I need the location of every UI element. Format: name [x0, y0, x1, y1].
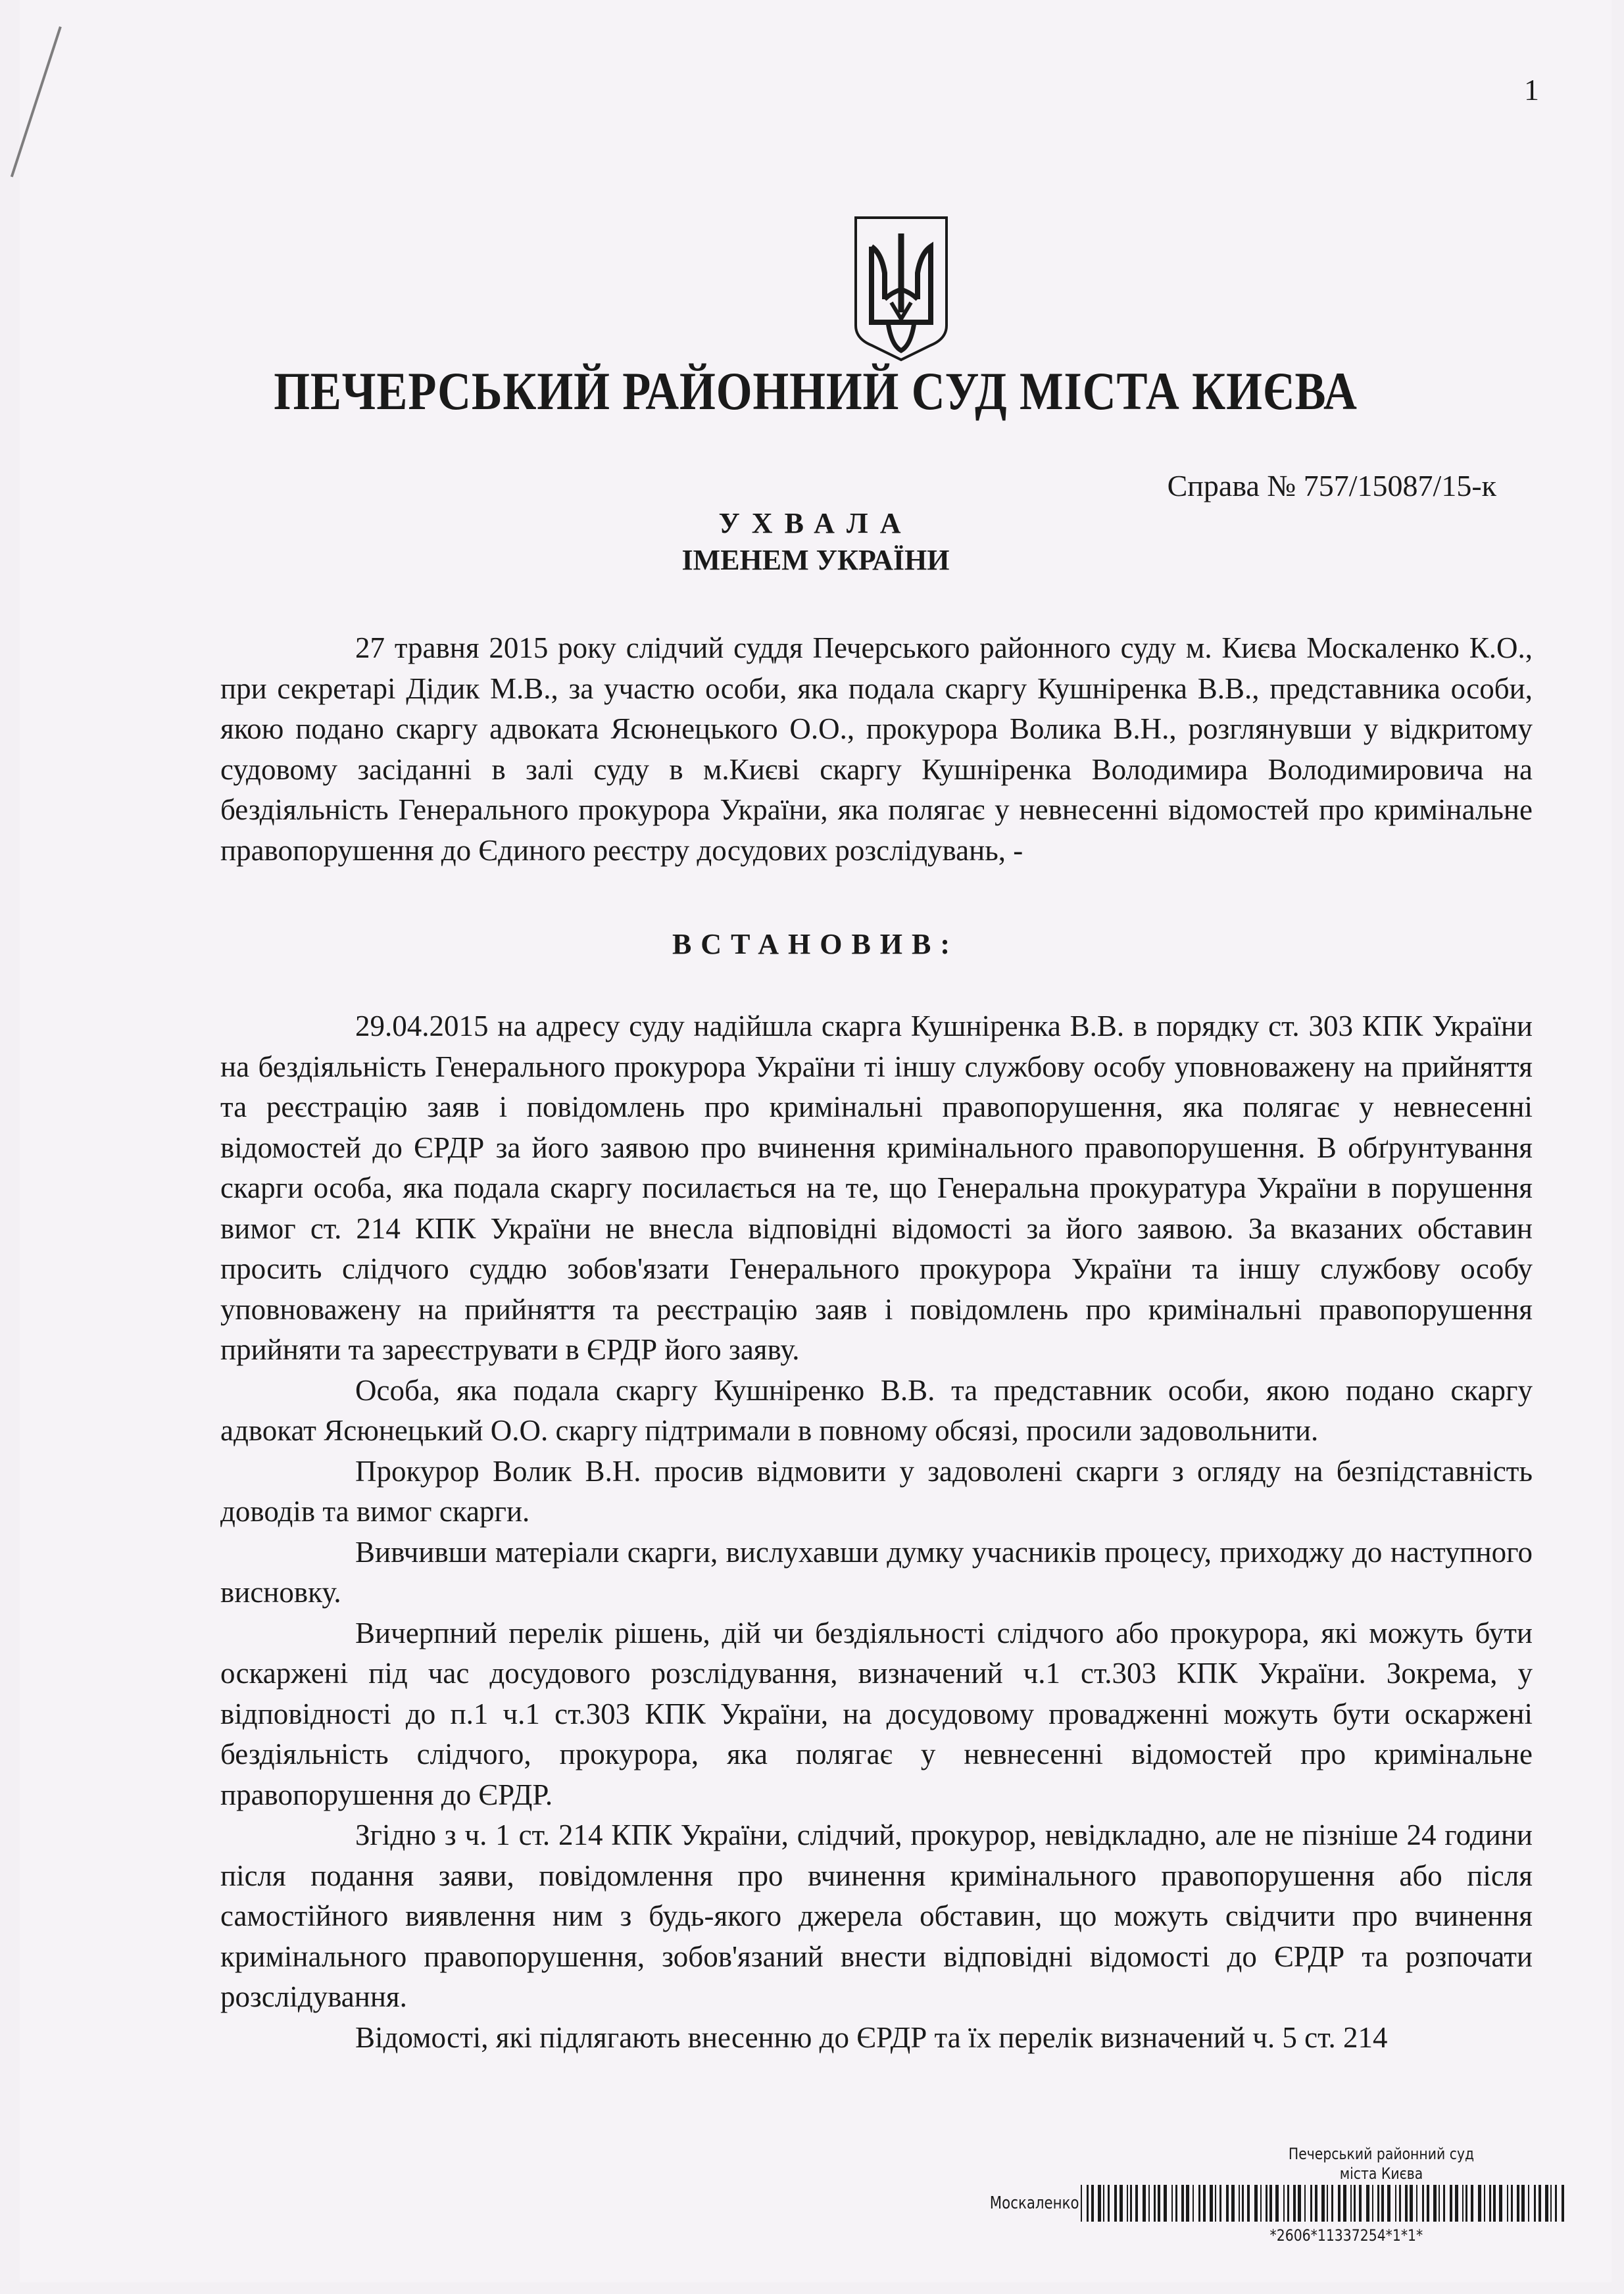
stamp-line-city: міста Києва: [1339, 2164, 1423, 2183]
paragraph: 29.04.2015 на адресу суду надійшла скарга Кушніренка В.В. в порядку ст. 303 КПК України на бездіяльність Генерального прокурора України ті іншу службову особу уповноважену на прийняття та реєстрацію заяв і повідомлень про кримінальні правопорушення, яка полягає у невнесенні відомостей до ЄРДР за його заявою про вчинення кримінального правопорушення. В обґрунтування скарги особа, яка подала скаргу посилається на те, що Генеральна прокуратура України в порушення вимог ст. 214 КПК України не внесла відповідні відомості за його заявою. За вказаних обставин просить слідчого суддю зобов'язати Генерального прокурора України та іншу службову особу уповноважену на прийняття та реєстрацію заяв і повідомлень про кримінальні правопорушення прийняти та зареєструвати в ЄРДР його заяву.: [220, 1010, 1533, 1366]
section-heading: ВСТАНОВИВ:: [672, 928, 960, 960]
barcode-bar: [1489, 2185, 1491, 2222]
barcode-bar: [1143, 2185, 1146, 2222]
document-type: УХВАЛА: [718, 507, 913, 539]
barcode-bar: [1239, 2185, 1240, 2222]
barcode-bar: [1181, 2185, 1184, 2222]
scan-mark: [11, 26, 62, 177]
paragraph: Особа, яка подала скаргу Кушніренко В.В. та представник особи, якою подано скаргу адвокат Ясюнецький О.О. скаргу підтримали в повному обсязі, просили задовольнити.: [220, 1373, 1533, 1447]
barcode-bar: [1439, 2185, 1440, 2222]
barcode-bar: [1193, 2185, 1194, 2222]
barcode-bar: [1478, 2185, 1481, 2222]
barcode-bar: [1555, 2185, 1557, 2222]
barcode-bar: [1269, 2185, 1272, 2222]
barcode-bar: [1399, 2185, 1401, 2222]
barcode-bar: [1372, 2185, 1373, 2222]
barcode-bar: [1511, 2185, 1513, 2222]
barcode-bar: [1158, 2185, 1160, 2222]
barcode-bar: [1562, 2185, 1564, 2222]
barcode-bar: [1087, 2185, 1089, 2222]
barcode-bar: [1499, 2185, 1502, 2222]
barcode-bar: [1465, 2185, 1467, 2222]
paragraph: Прокурор Волик В.Н. просив відмовити у задоволені скарги з огляду на безпідставність доводів та вимог скарги.: [220, 1454, 1533, 1528]
barcode-bar: [1304, 2185, 1306, 2222]
paragraph: 27 травня 2015 року слідчий суддя Печерського районного суду м. Києва Москаленко К.О., при секретарі Дідик М.В., за участю особи, яка подала скаргу Кушніренка В.В., представника особи, якою подано скаргу адвоката Ясюнецького О.О., прокурора Волика В.Н., розглянувши у відкритому судовому засіданні в залі суду в м.Києві скаргу Кушніренка Володимира Володимировича на бездіяльність Генерального прокурора України, яка полягає у невнесенні відомостей про кримінальне правопорушення до Єдиного реєстру досудових розслідувань, -: [220, 631, 1533, 867]
barcode-bar: [1127, 2185, 1128, 2222]
barcode-bar: [1175, 2185, 1177, 2222]
barcode-bar: [1462, 2185, 1464, 2222]
barcode-bar: [1350, 2185, 1352, 2222]
barcode-bar: [1366, 2185, 1369, 2222]
barcode-bar: [1331, 2185, 1333, 2222]
intro-paragraph: [220, 628, 1533, 871]
barcode-bar: [1275, 2185, 1279, 2222]
barcode-bar: [1517, 2185, 1519, 2222]
barcode-bar: [1327, 2185, 1328, 2222]
barcode-bar: [1471, 2185, 1473, 2222]
barcode-bar: [1377, 2185, 1379, 2222]
barcode-bar: [1538, 2185, 1541, 2222]
barcode-bar: [1521, 2185, 1525, 2222]
barcode-bar: [1455, 2185, 1458, 2222]
barcode-bar: [1528, 2185, 1529, 2222]
barcode-bar: [1395, 2185, 1396, 2222]
barcode-bar: [1484, 2185, 1485, 2222]
barcode-bar: [1410, 2185, 1413, 2222]
barcode-bar: [1135, 2185, 1138, 2222]
barcode-bar: [1310, 2185, 1312, 2222]
barcode-bar: [1210, 2185, 1213, 2222]
paragraph: Згідно з ч. 1 ст. 214 КПК України, слідчий, прокурор, невідкладно, але не пізніше 24 години після подання заяви, повідомлення про вчинення кримінального правопорушення або після самостійного виявлення ним з будь-якого джерела обставин, що можуть свідчити про вчинення кримінального правопорушення, зобов'язаний внести відповідні відомості до ЄРДР та розпочати розслідування.: [220, 1818, 1533, 2013]
barcode-bar: [1338, 2185, 1341, 2222]
barcode-bar: [1254, 2185, 1258, 2222]
barcode-bar: [1354, 2185, 1356, 2222]
barcode-bar: [1293, 2185, 1296, 2222]
barcode-bar: [1103, 2185, 1104, 2222]
barcode-bar: [1416, 2185, 1417, 2222]
barcode-bar: [1108, 2185, 1110, 2222]
barcode-bar: [1315, 2185, 1317, 2222]
barcode-bar: [1405, 2185, 1408, 2222]
body-paragraphs: [220, 1006, 1533, 2058]
barcode-bar: [1164, 2185, 1167, 2222]
barcode-bar: [1130, 2185, 1132, 2222]
paragraph: Відомості, які підлягають внесенню до ЄРДР та їх перелік визначений ч. 5 ст. 214: [355, 2020, 1388, 2054]
barcode-bar: [1186, 2185, 1189, 2222]
barcode-bar: [1534, 2185, 1536, 2222]
document-page: [20, 0, 1612, 2282]
barcode-bar: [1443, 2185, 1445, 2222]
stamp-line-court: Печерський районний суд: [1288, 2145, 1475, 2163]
barcode-bar: [1422, 2185, 1424, 2222]
court-title: ПЕЧЕРСЬКИЙ РАЙОННИЙ СУД МІСТА КИЄВА: [274, 361, 1358, 421]
barcode-bar: [1287, 2185, 1289, 2222]
barcode-bar: [1507, 2185, 1508, 2222]
document-subtitle: ІМЕНЕМ УКРАЇНИ: [681, 544, 950, 576]
barcode-signer: Москаленко: [989, 2193, 1079, 2213]
barcode-bar: [1242, 2185, 1244, 2222]
barcode-icon: [1081, 2185, 1567, 2222]
barcode-bar: [1545, 2185, 1548, 2222]
barcode-bar: [1450, 2185, 1452, 2222]
paragraph: Вивчивши матеріали скарги, вислухавши думку учасників процесу, приходжу до наступного висновку.: [220, 1535, 1533, 1609]
barcode-bar: [1219, 2185, 1221, 2222]
barcode-bar: [1493, 2185, 1496, 2222]
barcode-code: *2606*11337254*1*1*: [1269, 2226, 1423, 2245]
barcode-bar: [1171, 2185, 1173, 2222]
barcode-bar: [1203, 2185, 1206, 2222]
paragraph: Вичерпний перелік рішень, дій чи бездіяльності слідчого або прокурора, які можуть бути оскаржені під час досудового розслідування, визначений ч.1 ст.303 КПК України. Зокрема, у відповідності до п.1 ч.1 ст.303 КПК України, на досудовому провадженні можуть бути оскаржені бездіяльність слідчого, прокурора, яка полягає у невнесенні відомостей про кримінальне правопорушення до ЄРДР.: [220, 1616, 1533, 1811]
barcode-bar: [1321, 2185, 1325, 2222]
barcode-bar: [1433, 2185, 1437, 2222]
court-stamp: [1269, 2144, 1493, 2184]
barcode-bar: [1114, 2185, 1117, 2222]
barcode-bar: [1381, 2185, 1384, 2222]
barcode-bar: [1247, 2185, 1250, 2222]
barcode-bar: [1081, 2185, 1082, 2222]
barcode-bar: [1198, 2185, 1200, 2222]
barcode-bar: [1226, 2185, 1229, 2222]
barcode-bar: [1154, 2185, 1156, 2222]
case-number: Справа № 757/15087/15-к: [1167, 469, 1496, 502]
barcode-bar: [1120, 2185, 1123, 2222]
barcode-bar: [1091, 2185, 1094, 2222]
barcode-bar: [1215, 2185, 1216, 2222]
barcode-bar: [1283, 2185, 1285, 2222]
barcode-bar: [1427, 2185, 1429, 2222]
barcode-bar: [1298, 2185, 1301, 2222]
barcode-bar: [1266, 2185, 1267, 2222]
barcode-bar: [1148, 2185, 1150, 2222]
barcode-bar: [1098, 2185, 1101, 2222]
barcode-bar: [1387, 2185, 1390, 2222]
barcode-bar: [1231, 2185, 1235, 2222]
barcode-bar: [1359, 2185, 1362, 2222]
barcode-bar: [1343, 2185, 1346, 2222]
page-number: 1: [1524, 73, 1539, 107]
barcode-bar: [1260, 2185, 1262, 2222]
barcode-bar: [1550, 2185, 1552, 2222]
barcode-row: [970, 2185, 1567, 2222]
coat-of-arms-icon: [852, 214, 950, 362]
